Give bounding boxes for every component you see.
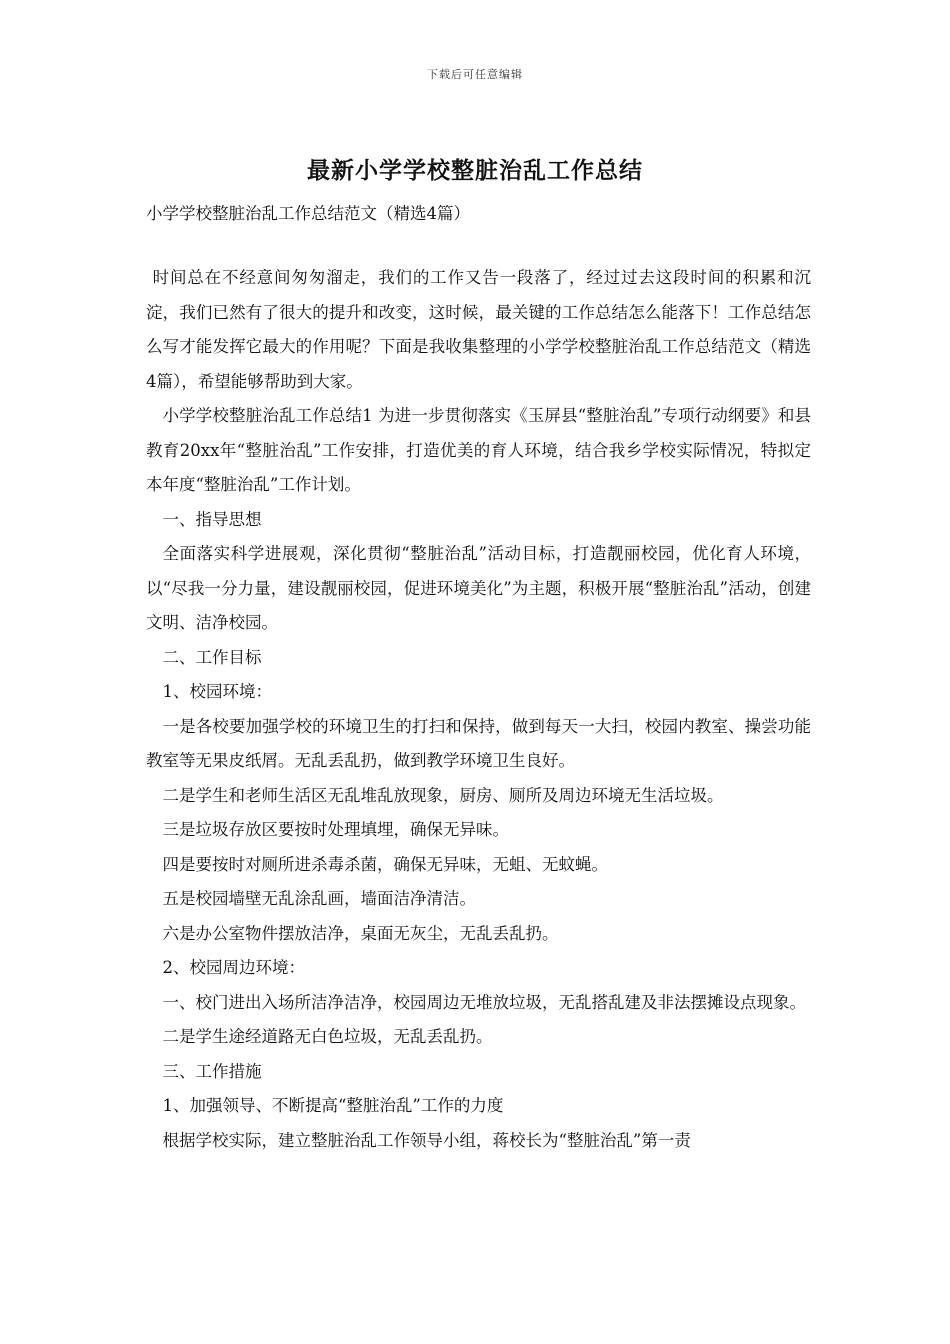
paragraph: 二是学生途经道路无白色垃圾，无乱丢乱扔。 xyxy=(162,1027,493,1046)
document-body xyxy=(146,261,811,1158)
paragraph: 小学学校整脏治乱工作总结1 为进一步贯彻落实《玉屏县“整脏治乱”专项行动纲要》和县教育20xx年“整脏治乱”工作安排，打造优美的育人环境，结合我乡学校实际情况，特拟定本年度“整脏治乱”工作计划。 xyxy=(146,406,811,494)
paragraph: 六是办公室物件摆放洁净，桌面无灰尘，无乱丢乱扔。 xyxy=(162,923,559,943)
subsection-heading: 1、校园环境： xyxy=(162,682,272,701)
section-heading: 二、工作目标 xyxy=(162,647,262,667)
document-title: 最新小学学校整脏治乱工作总结 xyxy=(307,157,643,184)
paragraph: 一是各校要加强学校的环境卫生的打扫和保持，做到每天一大扫，校园内教室、操尝功能教室等无果皮纸屑。无乱丢乱扔，做到教学环境卫生良好。 xyxy=(146,716,811,770)
document-subtitle: 小学学校整脏治乱工作总结范文（精选4篇） xyxy=(146,204,470,223)
section-heading: 一、指导思想 xyxy=(162,509,262,529)
section-heading: 三、工作措施 xyxy=(162,1061,262,1081)
paragraph: 五是校园墙壁无乱涂乱画，墙面洁净清洁。 xyxy=(162,889,476,908)
header-note: 下载后可任意编辑 xyxy=(427,68,523,81)
paragraph-intro: 时间总在不经意间匆匆溜走，我们的工作又告一段落了，经过过去这段时间的积累和沉淀，我们已然有了很大的提升和改变，这时候，最关键的工作总结怎么能落下！工作总结怎么写才能发挥它最大的作用呢？下面是我收集整理的小学学校整脏治乱工作总结范文（精选4篇），希望能够帮助到大家。 xyxy=(146,268,811,391)
subsection-heading: 1、加强领导、不断提高“整脏治乱”工作的力度 xyxy=(162,1096,504,1115)
paragraph: 一、校门进出入场所洁净洁净，校园周边无堆放垃圾，无乱搭乱建及非法摆摊设点现象。 xyxy=(162,992,806,1012)
paragraph: 根据学校实际，建立整脏治乱工作领导小组，蒋校长为“整脏治乱”第一责 xyxy=(162,1130,691,1150)
paragraph: 二是学生和老师生活区无乱堆乱放现象，厨房、厕所及周边环境无生活垃圾。 xyxy=(162,785,724,805)
paragraph: 四是要按时对厕所进杀毒杀菌，确保无异味，无蛆、无蚊蝇。 xyxy=(162,854,608,874)
paragraph: 全面落实科学进展观，深化贯彻“整脏治乱”活动目标，打造靓丽校园，优化育人环境，以“尽我一分力量，建设靓丽校园，促进环境美化”为主题，积极开展“整脏治乱”活动，创建文明、洁净校园。 xyxy=(146,544,811,632)
paragraph: 三是垃圾存放区要按时处理填埋，确保无异味。 xyxy=(162,820,509,839)
subsection-heading: 2、校园周边环境： xyxy=(162,958,305,977)
